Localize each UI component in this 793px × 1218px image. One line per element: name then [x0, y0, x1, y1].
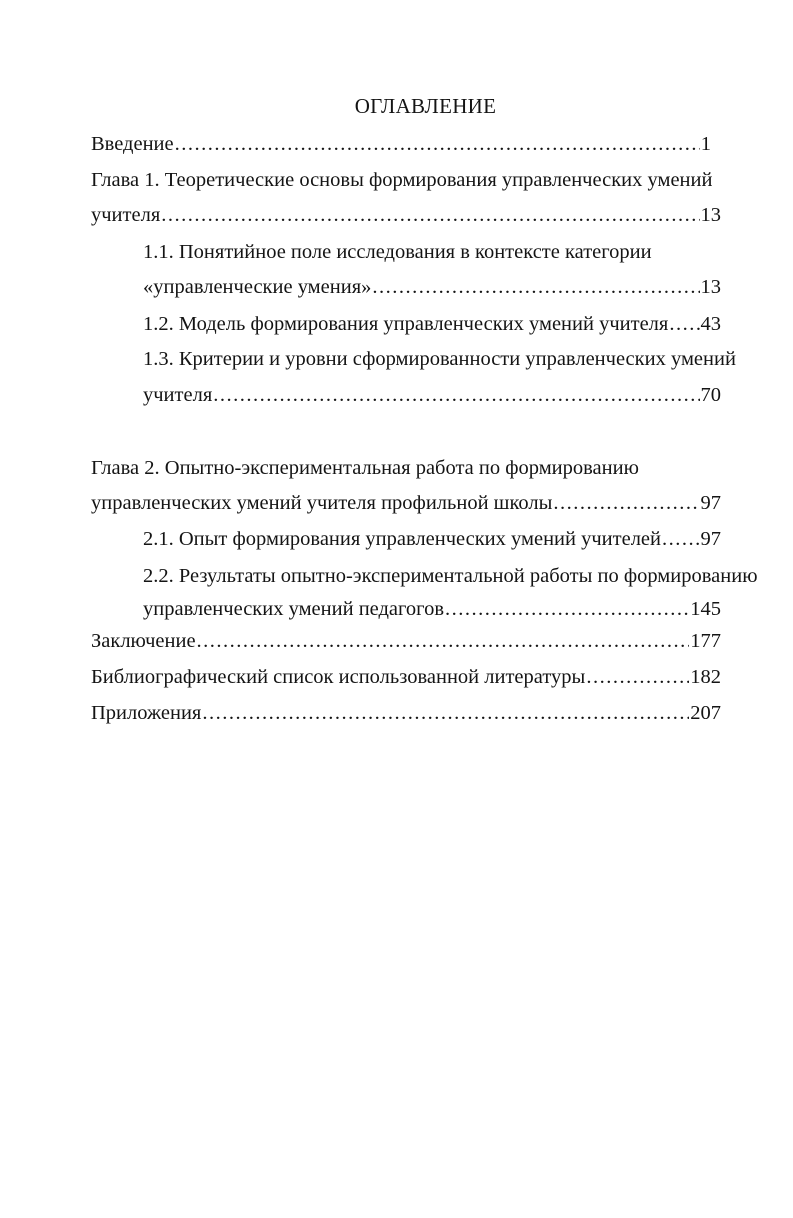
toc-entry-page: 70	[700, 384, 721, 406]
toc-entry-text: учителя	[143, 384, 213, 406]
toc-chapter1-title-line1: Глава 1. Теоретические основы формирования управленческих умений	[91, 169, 713, 191]
toc-entry-page: 97	[700, 492, 721, 514]
toc-entry-section-1-2	[143, 311, 721, 337]
leader-dots	[213, 382, 699, 408]
leader-dots	[161, 202, 699, 228]
toc-entry-section-2-2	[143, 596, 721, 622]
toc-entry-text: управленческих умений педагогов	[143, 598, 444, 620]
toc-entry-page: 177	[690, 630, 721, 652]
toc-entry-chapter2	[91, 490, 721, 516]
toc-entry-text: учителя	[91, 204, 161, 226]
leader-dots	[372, 274, 699, 300]
toc-section-1-3-line1: 1.3. Критерии и уровни сформированности управленческих умений	[143, 348, 736, 370]
toc-entry-page: 13	[700, 204, 721, 226]
leader-dots	[669, 311, 699, 337]
toc-entry-text: Приложения	[91, 702, 202, 724]
leader-dots	[662, 526, 699, 552]
toc-entry-text: 2.1. Опыт формирования управленческих умений учителей	[143, 528, 662, 550]
toc-chapter2-title-line1: Глава 2. Опытно-экспериментальная работа по формированию	[91, 457, 639, 479]
leader-dots	[175, 131, 700, 157]
toc-entry-text: «управленческие умения»	[143, 276, 372, 298]
leader-dots	[586, 664, 689, 690]
toc-entry-text: 1.2. Модель формирования управленческих умений учителя	[143, 313, 669, 335]
toc-entry-text: Заключение	[91, 630, 196, 652]
toc-entry-text: управленческих умений учителя профильной школы	[91, 492, 553, 514]
toc-entry-text: Библиографический список использованной литературы	[91, 666, 586, 688]
toc-entry-appendix	[91, 700, 721, 726]
toc-entry-page: 13	[700, 276, 721, 298]
toc-entry-conclusion	[91, 628, 721, 654]
toc-entry-page: 97	[700, 528, 721, 550]
toc-entry-intro	[91, 131, 711, 157]
toc-entry-section-1-1	[143, 274, 721, 300]
toc-entry-bibliography	[91, 664, 721, 690]
toc-section-2-2-line1: 2.2. Результаты опытно-экспериментальной работы по формированию	[143, 565, 758, 587]
toc-title: ОГЛАВЛЕНИЕ	[354, 94, 497, 118]
toc-section-1-1-line1: 1.1. Понятийное поле исследования в контексте категории	[143, 241, 652, 263]
toc-entry-page: 182	[690, 666, 721, 688]
toc-entry-chapter1	[91, 202, 721, 228]
toc-entry-page: 1	[700, 133, 711, 155]
toc-entry-page: 145	[690, 598, 721, 620]
toc-entry-section-2-1	[143, 526, 721, 552]
leader-dots	[445, 596, 689, 622]
toc-entry-page: 43	[700, 313, 721, 335]
toc-entry-text: Введение	[91, 133, 174, 155]
leader-dots	[553, 490, 699, 516]
toc-entry-section-1-3	[143, 382, 721, 408]
leader-dots	[197, 628, 690, 654]
toc-entry-page: 207	[690, 702, 721, 724]
leader-dots	[202, 700, 689, 726]
